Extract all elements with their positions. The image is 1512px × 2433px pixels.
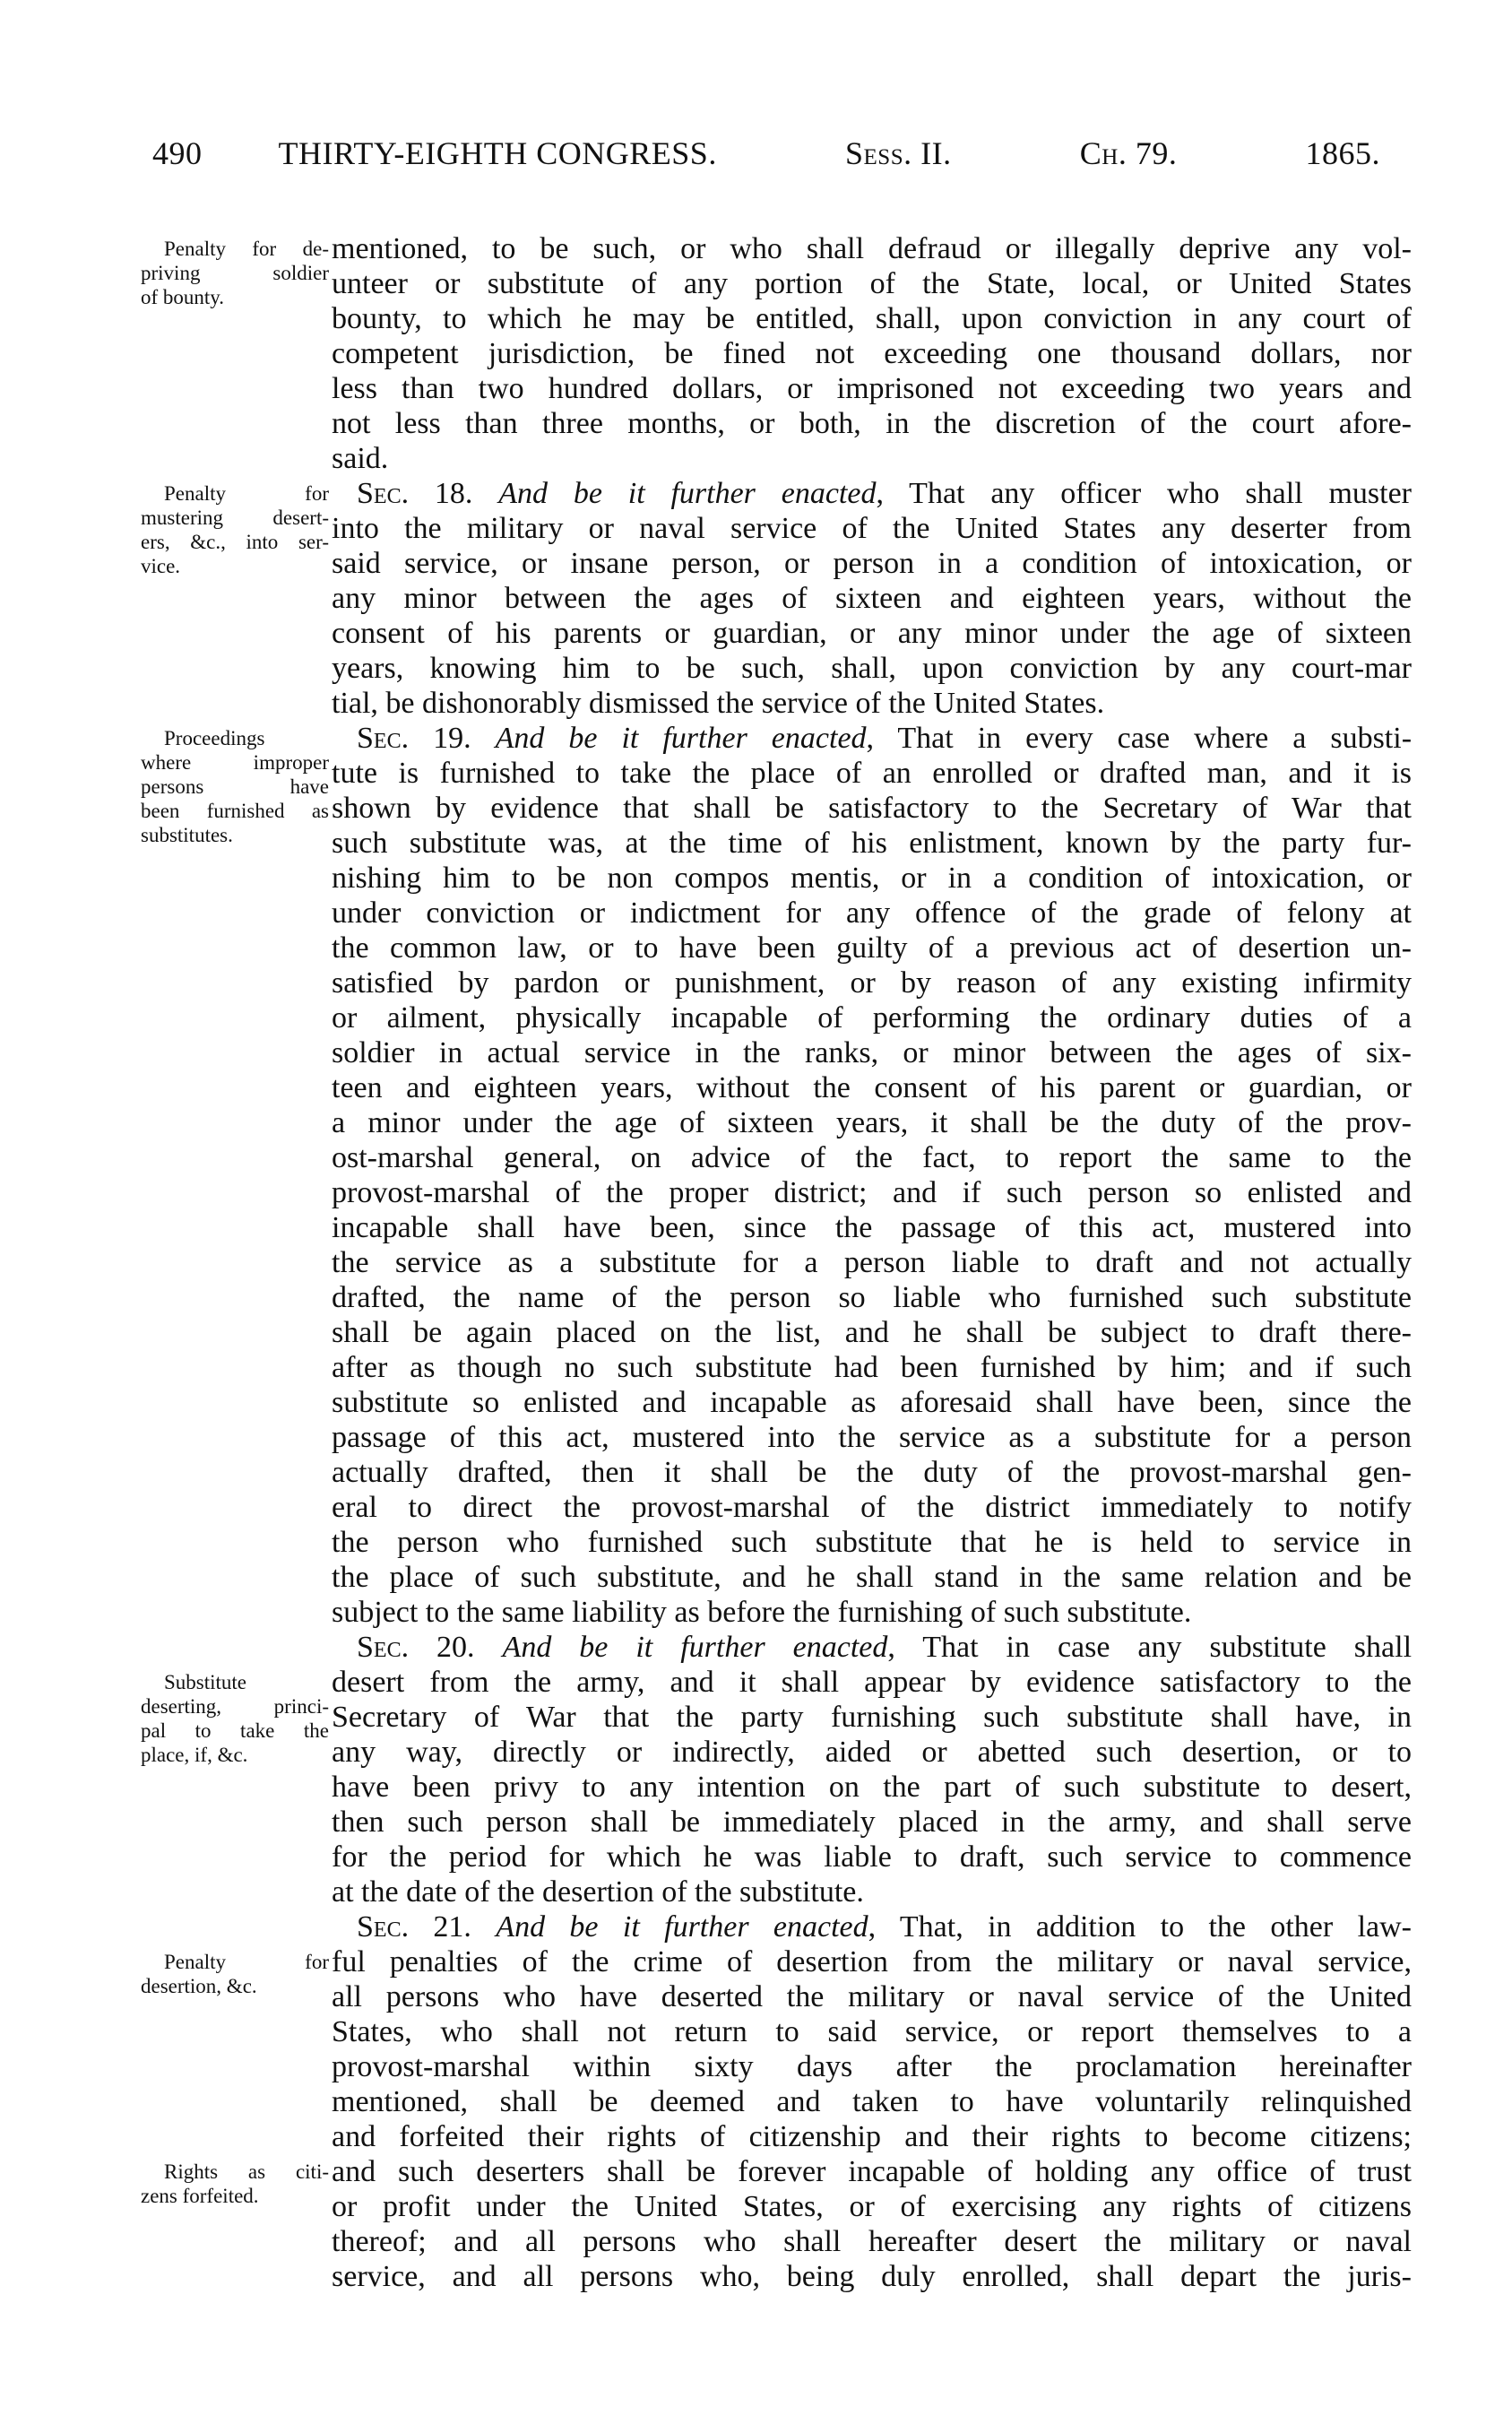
margin-note	[141, 2160, 329, 2208]
line-text: for the period for which he was liable to draft, such service to commence	[332, 1840, 1412, 1874]
text-line	[332, 791, 1412, 826]
margin-note	[141, 481, 329, 578]
text-line	[332, 1770, 1412, 1805]
text-line	[332, 826, 1412, 861]
section-number: Sec. 20.	[357, 1631, 475, 1664]
text-line	[332, 1875, 1412, 1909]
text-line	[332, 406, 1412, 441]
text-line	[332, 931, 1412, 965]
text-line	[332, 1979, 1412, 2014]
text-line	[332, 1000, 1412, 1035]
text-line	[332, 2119, 1412, 2154]
line-text: satisfied by pardon or punishment, or by reason of any existing infirmity	[332, 966, 1412, 1000]
line-text: competent jurisdiction, be fined not exceeding one thousand dollars, nor	[332, 337, 1412, 370]
line-text: drafted, the name of the person so liable who furnished such substitute	[332, 1281, 1412, 1314]
line-text: , That, in addition to the other law-	[868, 1910, 1412, 1944]
text-line	[332, 1560, 1412, 1595]
line-text: actually drafted, then it shall be the duty of the provost-marshal gen-	[332, 1456, 1412, 1489]
line-text: substitute so enlisted and incapable as aforesaid shall have been, since the	[332, 1386, 1412, 1419]
line-text: States, who shall not return to said service, or report themselves to a	[332, 2015, 1412, 2048]
text-line	[332, 336, 1412, 371]
line-text: into the military or naval service of the United States any deserter from	[332, 512, 1412, 545]
text-line	[332, 2154, 1412, 2189]
margin-note	[141, 1670, 329, 1767]
line-text: nishing him to be non compos mentis, or in a condition of intoxication, or	[332, 862, 1412, 895]
line-text: and such deserters shall be forever incapable of holding any office of trust	[332, 2155, 1412, 2188]
line-text: mentioned, to be such, or who shall defraud or illegally deprive any vol-	[332, 232, 1412, 265]
section-start-line	[332, 1630, 1412, 1665]
text-line	[332, 1840, 1412, 1875]
text-line	[332, 1350, 1412, 1385]
text-line	[332, 266, 1412, 301]
page-number: 490	[152, 135, 203, 171]
margin-note-line: ers, &c., into ser-	[141, 531, 329, 553]
line-text: the common law, or to have been guilty of a previous act of desertion un-	[332, 931, 1412, 965]
margin-note-line: place, if, &c.	[141, 1744, 248, 1766]
margin-note-line: priving soldier	[141, 262, 329, 284]
congress-title: THIRTY-EIGHTH CONGRESS.	[278, 135, 717, 171]
margin-note-line: Penalty for de-	[164, 238, 329, 260]
text-line	[332, 1035, 1412, 1070]
line-text: any minor between the ages of sixteen and eighteen years, without the	[332, 582, 1412, 615]
margin-note	[141, 1950, 329, 1998]
line-text: the place of such substitute, and he shall stand in the same relation and be	[332, 1561, 1412, 1594]
line-text: under conviction or indictment for any offence of the grade of felony at	[332, 896, 1412, 930]
section-number: Sec. 18.	[357, 477, 473, 510]
line-text: mentioned, shall be deemed and taken to have voluntarily relinquished	[332, 2085, 1412, 2118]
margin-note-line: pal to take the	[141, 1719, 329, 1742]
text-line	[332, 1105, 1412, 1140]
line-text: said.	[332, 442, 389, 475]
text-line	[332, 231, 1412, 266]
line-text: Secretary of War that the party furnishing such substitute shall have, in	[332, 1701, 1412, 1734]
margin-note-line: where improper	[141, 751, 329, 774]
text-line	[332, 1700, 1412, 1735]
text-line	[332, 1735, 1412, 1770]
line-text: a minor under the age of sixteen years, it shall be the duty of the prov-	[332, 1106, 1412, 1139]
margin-note-line: Proceedings	[164, 727, 265, 749]
text-line	[332, 441, 1412, 476]
section-number: Sec. 21.	[357, 1910, 471, 1944]
section-start-line	[332, 1909, 1412, 1944]
line-text: then such person shall be immediately placed in the army, and shall serve	[332, 1805, 1412, 1839]
line-text: at the date of the desertion of the substitute.	[332, 1875, 864, 1909]
line-text: not less than three months, or both, in the discretion of the court afore-	[332, 407, 1412, 440]
margin-note-line: desertion, &c.	[141, 1975, 257, 1997]
margin-note-line: mustering desert-	[141, 507, 329, 529]
margin-note-line: Rights as citi-	[164, 2160, 329, 2183]
text-line	[332, 965, 1412, 1000]
text-line	[332, 2259, 1412, 2294]
line-text: desert from the army, and it shall appear by evidence satisfactory to the	[332, 1666, 1412, 1699]
text-line	[332, 651, 1412, 686]
year-label: 1865.	[1305, 135, 1380, 171]
text-line	[332, 2084, 1412, 2119]
line-text: any way, directly or indirectly, aided or abetted such desertion, or to	[332, 1736, 1412, 1769]
section-start-line	[332, 721, 1412, 756]
line-text: all persons who have deserted the military or naval service of the United	[332, 1980, 1412, 2013]
enacting-clause: And be it further enacted	[502, 1631, 888, 1664]
line-text: , That in case any substitute shall	[887, 1631, 1413, 1664]
text-line	[332, 1140, 1412, 1175]
text-line	[332, 546, 1412, 581]
line-text: ful penalties of the crime of desertion from the military or naval service,	[332, 1945, 1412, 1978]
text-line	[332, 1595, 1412, 1630]
line-text: unteer or substitute of any portion of the State, local, or United States	[332, 267, 1412, 300]
margin-note-line: of bounty.	[141, 286, 225, 308]
margin-note-line: Penalty for	[164, 482, 329, 505]
line-text: , That any officer who shall muster	[876, 477, 1412, 510]
text-line	[332, 371, 1412, 406]
line-text: provost-marshal within sixty days after the proclamation hereinafter	[332, 2050, 1412, 2083]
text-line	[332, 1385, 1412, 1420]
line-text: incapable shall have been, since the passage of this act, mustered into	[332, 1211, 1412, 1244]
body-text	[332, 231, 1412, 2294]
margin-note-line: zens forfeited.	[141, 2185, 259, 2207]
line-text: ost-marshal general, on advice of the fact, to report the same to the	[332, 1141, 1412, 1174]
margin-note	[141, 237, 329, 309]
margin-note-line: Substitute	[164, 1671, 247, 1693]
margin-note-line: vice.	[141, 555, 181, 577]
line-text: passage of this act, mustered into the service as a substitute for a person	[332, 1421, 1412, 1454]
header-title	[279, 134, 1381, 172]
line-text: tute is furnished to take the place of an enrolled or drafted man, and it is	[332, 757, 1412, 790]
line-text: subject to the same liability as before the furnishing of such substitute.	[332, 1596, 1192, 1629]
line-text: such substitute was, at the time of his enlistment, known by the party fur-	[332, 827, 1412, 860]
enacting-clause: And be it further enacted	[496, 1910, 868, 1944]
text-line	[332, 1280, 1412, 1315]
margin-note-line: persons have	[141, 775, 329, 798]
line-text: thereof; and all persons who shall hereafter desert the military or naval	[332, 2225, 1412, 2258]
line-text: provost-marshal of the proper district; and if such person so enlisted and	[332, 1176, 1412, 1209]
text-line	[332, 2189, 1412, 2224]
line-text: shall be again placed on the list, and he shall be subject to draft there-	[332, 1316, 1412, 1349]
line-text: or profit under the United States, or of exercising any rights of citizens	[332, 2190, 1412, 2223]
text-line	[332, 686, 1412, 721]
text-line	[332, 1805, 1412, 1840]
line-text: less than two hundred dollars, or imprisoned not exceeding two years and	[332, 372, 1412, 405]
line-text: or ailment, physically incapable of performing the ordinary duties of a	[332, 1001, 1412, 1035]
line-text: after as though no such substitute had been furnished by him; and if such	[332, 1351, 1412, 1384]
text-line	[332, 511, 1412, 546]
line-text: soldier in actual service in the ranks, or minor between the ages of six-	[332, 1036, 1412, 1069]
line-text: said service, or insane person, or person in a condition of intoxication, or	[332, 547, 1412, 580]
section-number: Sec. 19.	[357, 722, 471, 755]
chapter-label: Ch. 79.	[1079, 135, 1178, 171]
line-text: shown by evidence that shall be satisfactory to the Secretary of War that	[332, 792, 1412, 825]
running-header	[152, 134, 1380, 172]
line-text: tial, be dishonorably dismissed the service of the United States.	[332, 687, 1105, 720]
line-text: service, and all persons who, being duly enrolled, shall depart the juris-	[332, 2260, 1412, 2293]
text-line	[332, 581, 1412, 616]
margin-note-line: deserting, princi-	[141, 1695, 329, 1718]
line-text: years, knowing him to be such, shall, upon conviction by any court-mar	[332, 652, 1412, 685]
margin-note	[141, 726, 329, 847]
line-text: the service as a substitute for a person liable to draft and not actually	[332, 1246, 1412, 1279]
text-line	[332, 1944, 1412, 1979]
text-line	[332, 1455, 1412, 1490]
section-start-line	[332, 476, 1412, 511]
text-line	[332, 1245, 1412, 1280]
line-text: have been privy to any intention on the part of such substitute to desert,	[332, 1771, 1412, 1804]
text-line	[332, 1490, 1412, 1525]
enacting-clause: And be it further enacted	[498, 477, 877, 510]
session-label: Sess. II.	[845, 135, 952, 171]
enacting-clause: And be it further enacted	[495, 722, 867, 755]
text-line	[332, 1070, 1412, 1105]
text-line	[332, 616, 1412, 651]
text-line	[332, 1420, 1412, 1455]
text-line	[332, 861, 1412, 896]
text-line	[332, 1315, 1412, 1350]
line-text: teen and eighteen years, without the consent of his parent or guardian, or	[332, 1071, 1412, 1104]
line-text: consent of his parents or guardian, or any minor under the age of sixteen	[332, 617, 1412, 650]
margin-note-line: been furnished as	[141, 800, 329, 822]
text-line	[332, 301, 1412, 336]
text-line	[332, 756, 1412, 791]
text-line	[332, 1175, 1412, 1210]
text-line	[332, 896, 1412, 931]
line-text: , That in every case where a substi-	[866, 722, 1413, 755]
text-line	[332, 2224, 1412, 2259]
line-text: and forfeited their rights of citizenship and their rights to become citizens;	[332, 2120, 1412, 2153]
text-line	[332, 2014, 1412, 2049]
line-text: the person who furnished such substitute that he is held to service in	[332, 1526, 1412, 1559]
margin-note-line: Penalty for	[164, 1951, 329, 1973]
line-text: bounty, to which he may be entitled, shall, upon conviction in any court of	[332, 302, 1412, 335]
text-line	[332, 1665, 1412, 1700]
text-line	[332, 2049, 1412, 2084]
text-line	[332, 1210, 1412, 1245]
margin-note-line: substitutes.	[141, 824, 233, 846]
line-text: eral to direct the provost-marshal of the district immediately to notify	[332, 1491, 1412, 1524]
text-line	[332, 1525, 1412, 1560]
